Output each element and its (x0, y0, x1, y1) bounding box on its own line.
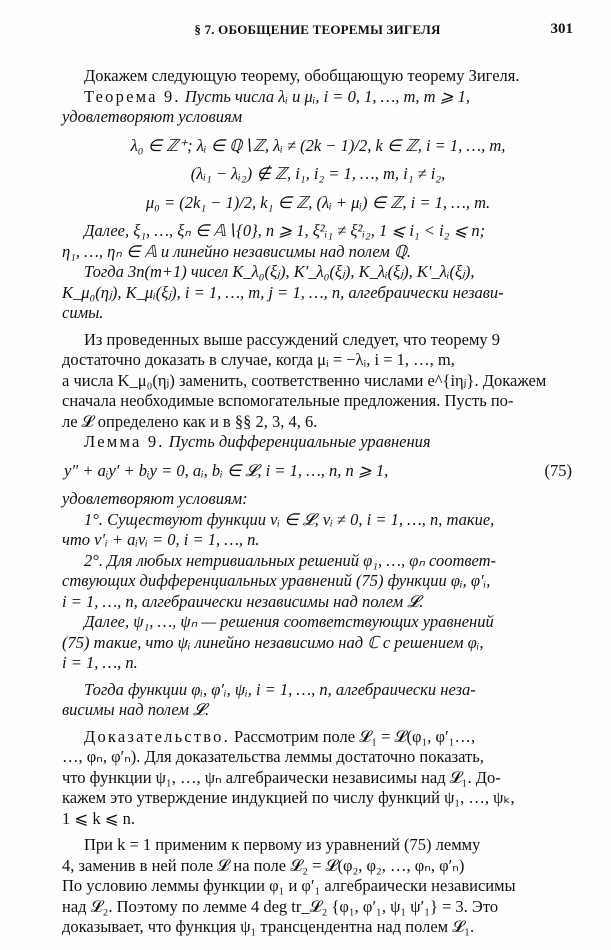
equation-body: y″ + aᵢy′ + bᵢy = 0, aᵢ, bᵢ ∈ 𝓛, i = 1, …, n, n ⩾ 1, (64, 460, 389, 480)
text-line: достаточно доказать в случае, когда μᵢ = −λᵢ, i = 1, …, m, (62, 350, 455, 369)
text-line: над 𝓛₂. Поэтому по лемме 4 deg tr_𝓛₂ {φ₁, φ′₁, ψ₁ ψ′₁} = 3. Это (62, 896, 499, 916)
text-line: Докажем следующую теорему, обобщающую теорему Зигеля. (84, 66, 520, 85)
running-header (62, 22, 573, 44)
text-line: кажем это утверждение индукцией по числу функций ψ₁, …, ψₖ, (62, 788, 515, 807)
proof-label: Доказательство. (84, 726, 230, 746)
formula-line: λ₀ ∈ ℤ⁺; λᵢ ∈ ℚ∖ℤ, λᵢ ≠ (2k − 1)/2, k ∈ ℤ, i = 1, …, m, (130, 135, 506, 155)
text-line: (75) такие, что ψᵢ линейно независимо над ℂ с решением φᵢ, (62, 632, 484, 652)
text-line: ствующих дифференциальных уравнений (75) функции φᵢ, φ′ᵢ, (62, 571, 491, 590)
page-body (62, 66, 574, 938)
text-line: 4, заменив в ней поле 𝓛 на поле 𝓛₂ = 𝓛(φ₂, φ₂, …, φₙ, φ′ₙ) (62, 855, 465, 875)
text-line: При k = 1 применим к первому из уравнений (75) лемму (84, 835, 481, 854)
text-line: Далее, ψ₁, …, ψₙ — решения соответствующих уравнений (84, 612, 494, 631)
text-line: а числа K_μ₀(ηⱼ) заменить, соответственно числами e^{iηⱼ}. Докажем (62, 370, 547, 390)
proof-text: Рассмотрим поле 𝓛₁ = 𝓛(φ₁, φ′₁…, (229, 726, 476, 746)
text-line: По условию леммы функции φ₁ и φ′₁ алгебраически независимы (62, 876, 516, 895)
text-line: что v′ᵢ + aᵢvᵢ = 0, i = 1, …, n. (62, 530, 260, 549)
text-line: K_μ₀(ηⱼ), K_μᵢ(ξⱼ), i = 1, …, m, j = 1, …, n, алгебраически незави- (62, 282, 504, 302)
text-line: доказывает, что функция ψ₁ трансцендентна над полем 𝓛₁. (62, 917, 475, 936)
lemma-label: Лемма 9. (84, 432, 165, 451)
text-line: висимы над полем 𝓛. (62, 700, 210, 719)
text-line: 1°. Существуют функции vᵢ ∈ 𝓛, vᵢ ≠ 0, i = 1, …, n, такие, (84, 509, 495, 529)
formula-line: (λᵢ₁ − λᵢ₂) ∉ ℤ, i₁, i₂ = 1, …, m, i₁ ≠ i₂, (190, 164, 446, 183)
section-title: § 7. ОБОБЩЕНИЕ ТЕОРЕМЫ ЗИГЕЛЯ (194, 22, 441, 37)
theorem-label: Теорема 9. (84, 86, 181, 106)
text-line: Далее, ξ₁, …, ξₙ ∈ 𝔸∖{0}, n ⩾ 1, ξ²ᵢ₁ ≠ ξ²ᵢ₂, 1 ⩽ i₁ < i₂ ⩽ n; (84, 221, 486, 240)
text-line: Тогда функции φᵢ, φ′ᵢ, ψᵢ, i = 1, …, n, алгебраически неза- (84, 679, 476, 699)
theorem-heading-line (62, 87, 574, 108)
formula-line: μ₀ = (2k₁ − 1)/2, k₁ ∈ ℤ, (λᵢ + μᵢ) ∈ ℤ, i = 1, …, m. (145, 192, 491, 212)
text-line: i = 1, …, n. (62, 653, 138, 672)
text-line: η₁, …, ηₙ ∈ 𝔸 и линейно независимы над полем ℚ. (62, 241, 412, 261)
text-line: симы. (62, 303, 104, 322)
proof-heading-line (62, 727, 574, 748)
lemma-heading-line (62, 432, 574, 453)
text-line: ле 𝓛 определено как и в §§ 2, 3, 4, 6. (62, 411, 318, 431)
equation-75 (62, 461, 574, 482)
text-line: Из проведенных выше рассуждений следует, что теорему 9 (84, 329, 501, 349)
text-line: что функции ψ₁, …, ψₙ алгебраически независимы над 𝓛₁. До- (62, 767, 501, 787)
lemma-text: Пусть дифференциальные уравнения (164, 432, 431, 451)
page-number: 301 (550, 21, 573, 37)
text-line: …, φₙ, φ′ₙ). Для доказательства леммы достаточно показать, (62, 747, 484, 766)
text-line: сначала необходимые вспомогательные предложения. Пусть по- (62, 391, 514, 410)
text-line: i = 1, …, n, алгебраически независимы над полем 𝓛. (62, 591, 424, 611)
equation-number: (75) (544, 460, 572, 480)
text-line: удовлетворяют условиям: (62, 489, 248, 508)
text-line: Тогда 3n(m+1) чисел K_λ₀(ξⱼ), K′_λ₀(ξⱼ), K_λᵢ(ξⱼ), K′_λᵢ(ξⱼ), (84, 262, 475, 281)
text-line: 2°. Для любых нетривиальных решений φ₁, …, φₙ соответ- (84, 550, 497, 570)
theorem-text: Пусть числа λᵢ и μᵢ, i = 0, 1, …, m, m ⩾ 1, (180, 86, 471, 106)
text-line: 1 ⩽ k ⩽ n. (62, 808, 136, 828)
text-line: удовлетворяют условиям (62, 107, 243, 126)
